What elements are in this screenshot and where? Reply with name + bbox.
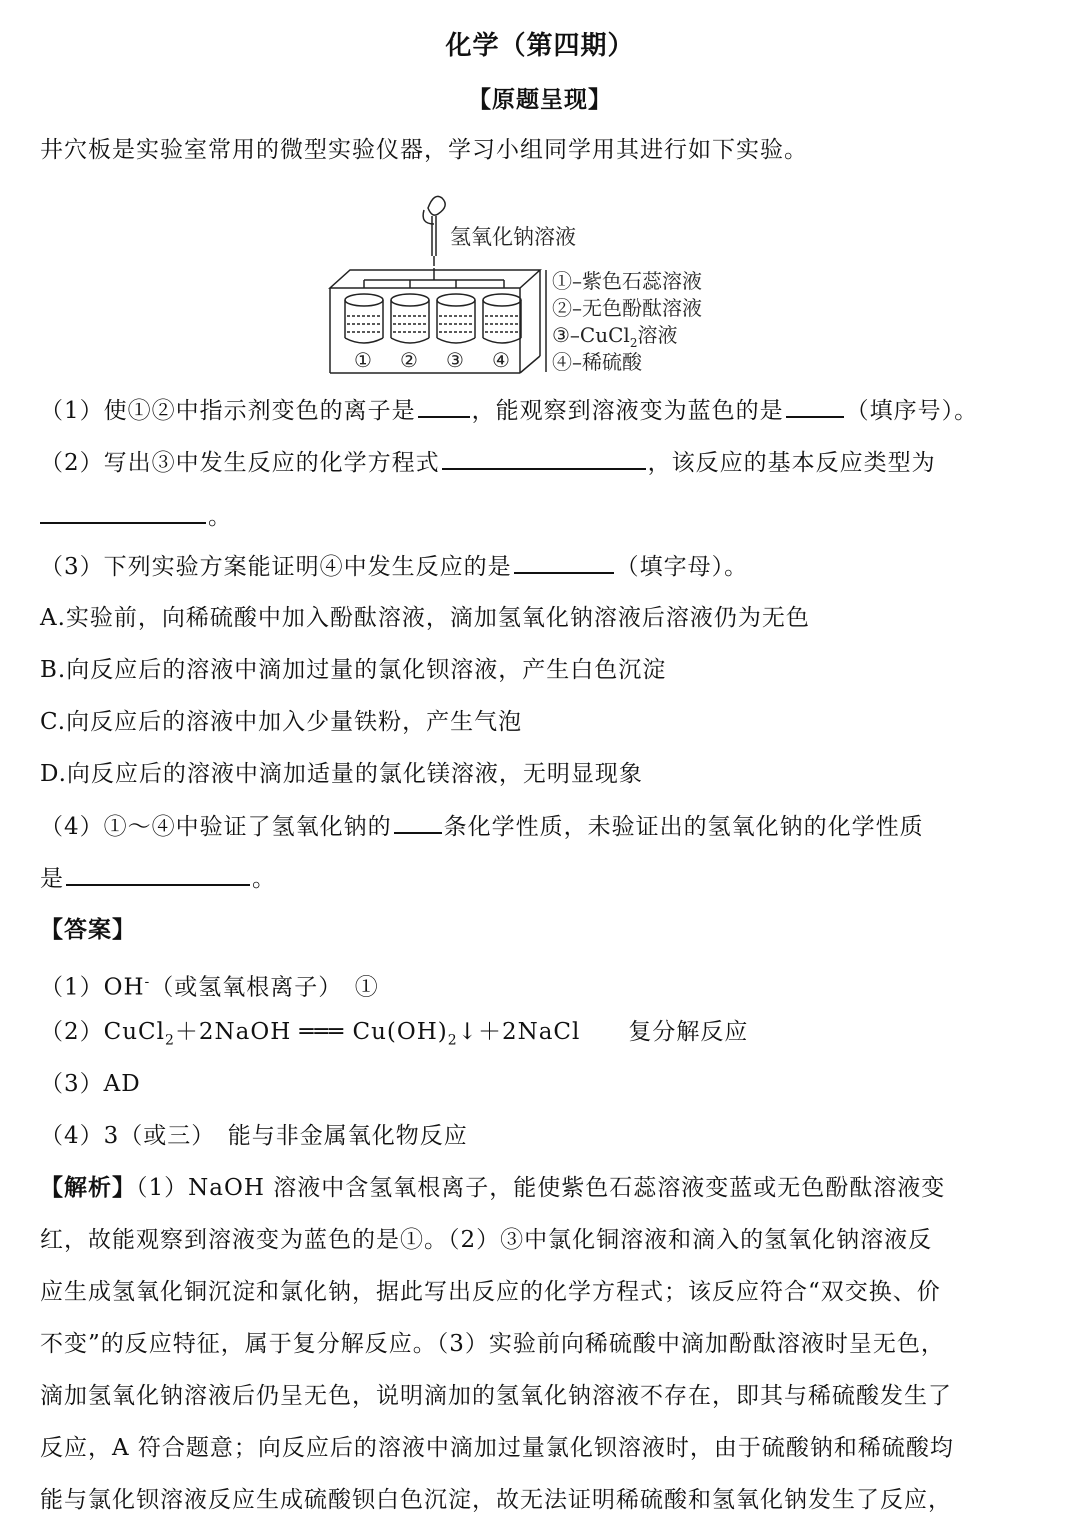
- well-3: [437, 294, 475, 343]
- analysis-line-6: 反应，A 符合题意；向反应后的溶液中滴加过量氯化钡溶液时，由于硫酸钠和稀硫酸均: [40, 1435, 954, 1461]
- well-1: [345, 294, 383, 343]
- legend-item-4: ④–稀硫酸: [552, 350, 642, 374]
- analysis-line-4: 不变”的反应特征，属于复分解反应。（3）实验前向稀硫酸中滴加酚酞溶液时呈无色，: [40, 1331, 945, 1357]
- answer-blank[interactable]: [394, 810, 442, 834]
- analysis-line-5: 滴加氢氧化钠溶液后仍呈无色，说明滴加的氢氧化钠溶液不存在，即其与稀硫酸发生了: [40, 1383, 952, 1409]
- intro-text: 井穴板是实验室常用的微型实验仪器，学习小组同学用其进行如下实验。: [40, 137, 808, 163]
- answer-blank[interactable]: [418, 394, 470, 418]
- question-4-cont: 是 。: [40, 862, 276, 895]
- answer-blank[interactable]: [66, 862, 250, 886]
- section-heading-problem: 【原题呈现】: [468, 87, 612, 113]
- option-a: A.实验前，向稀硫酸中加入酚酞溶液，滴加氢氧化钠溶液后溶液仍为无色: [40, 605, 810, 631]
- dropper-label: 氢氧化钠溶液: [450, 225, 576, 249]
- legend-item-2: ②–无色酚酞溶液: [552, 296, 702, 320]
- analysis-line-7: 能与氯化钡溶液反应生成硫酸钡白色沉淀，故无法证明稀硫酸和氢氧化钠发生了反应，: [40, 1487, 952, 1513]
- well-2: [391, 294, 429, 343]
- answer-blank[interactable]: [40, 500, 206, 524]
- analysis-line-2: 红，故能观察到溶液变为蓝色的是①。（2）③中氯化铜溶液和滴入的氢氧化钠溶液反: [40, 1227, 933, 1253]
- answer-blank[interactable]: [786, 394, 844, 418]
- section-heading-answer: 【答案】: [40, 917, 136, 943]
- option-b: B.向反应后的溶液中滴加过量的氯化钡溶液，产生白色沉淀: [40, 657, 667, 683]
- question-2: （2）写出③中发生反应的化学方程式 ，该反应的基本反应类型为: [40, 446, 936, 479]
- question-1: （1）使①②中指示剂变色的离子是 ，能观察到溶液变为蓝色的是 （填序号）。: [40, 394, 978, 427]
- question-3: （3）下列实验方案能证明④中发生反应的是 （填字母）。: [40, 550, 748, 583]
- section-heading-analysis: 【解析】: [40, 1175, 136, 1201]
- legend-item-1: ①–紫色石蕊溶液: [552, 269, 702, 293]
- option-c: C.向反应后的溶液中加入少量铁粉，产生气泡: [40, 709, 523, 735]
- well-number-1: ①: [354, 348, 372, 372]
- well-number-2: ②: [400, 348, 418, 372]
- analysis-line-1: 【解析】（1）NaOH 溶液中含氢氧根离子，能使紫色石蕊溶液变蓝或无色酚酞溶液变: [40, 1175, 946, 1201]
- dropper-icon: [423, 196, 445, 266]
- analysis-line-3: 应生成氢氧化铜沉淀和氯化钠，据此写出反应的化学方程式；该反应符合“双交换、价: [40, 1279, 941, 1305]
- answer-4: （4）3（或三） 能与非金属氧化物反应: [40, 1123, 468, 1149]
- well-number-4: ④: [492, 348, 510, 372]
- wells: [345, 294, 521, 343]
- answer-blank[interactable]: [514, 550, 614, 574]
- answer-blank[interactable]: [442, 446, 646, 470]
- page-title: 化学（第四期）: [445, 31, 635, 61]
- legend-item-3: ③–CuCl$_2$溶液: [552, 323, 678, 350]
- answer-2: （2）CuCl$_2$＋2NaOH ═══ $Cu(OH)_2↓+2NaCl$ 复分解反应: [40, 1019, 749, 1049]
- question-2-cont: 。: [40, 500, 232, 533]
- option-d: D.向反应后的溶液中滴加适量的氯化镁溶液，无明显现象: [40, 761, 643, 787]
- answer-1: （1）OH-（或氢氧根离子） ①: [40, 974, 379, 1001]
- well-plate-figure: [320, 188, 760, 378]
- question-4: （4）①～④中验证了氢氧化钠的 条化学性质，未验证出的氢氧化钠的化学性质: [40, 810, 924, 843]
- answer-3: （3）AD: [40, 1071, 141, 1097]
- well-4: [483, 294, 521, 343]
- well-number-3: ③: [446, 348, 464, 372]
